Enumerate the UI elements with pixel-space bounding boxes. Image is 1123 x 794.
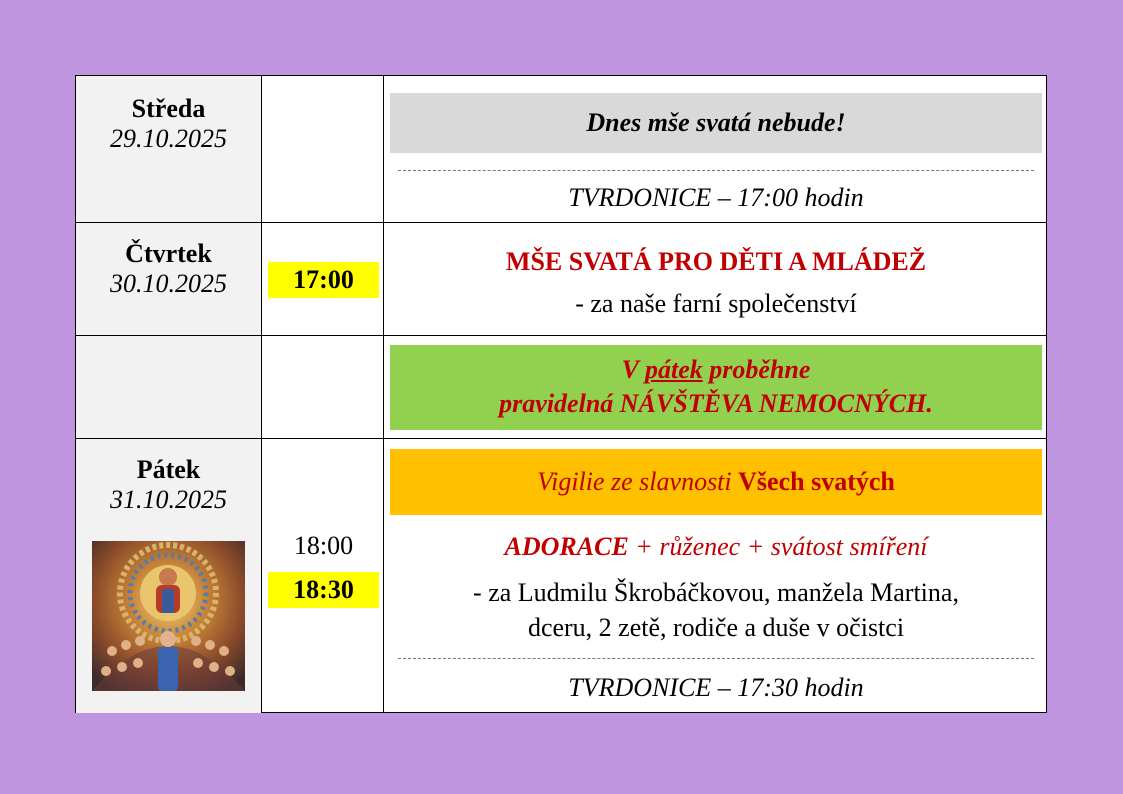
announcement-band [390,345,1042,430]
day-cell-thursday [76,223,261,335]
announcement-text: proběhne [702,355,811,384]
day-name: Středa [131,94,206,123]
announcement-line2: pravidelná NÁVŠTĚVA NEMOCNÝCH. [499,389,933,418]
adoration-details: + růženec + svátost smíření [628,532,928,561]
row-divider [76,438,1046,439]
vigil-feast: Všech svatých [738,467,895,496]
day-cell-empty [76,336,261,438]
adoration-time: 18:00 [293,531,354,560]
mass-title: MŠE SVATÁ PRO DĚTI A MLÁDEŽ [505,247,927,276]
row-divider [76,335,1046,336]
day-name: Pátek [136,455,201,484]
vigil-band [390,449,1042,515]
adoration-line [384,532,1048,562]
dashed-separator [398,658,1034,659]
day-cell-wednesday [76,76,261,222]
day-date: 29.10.2025 [110,124,227,153]
place-text: TVRDONICE – 17:00 hodin [568,183,864,212]
mass-time: 17:00 [268,262,379,298]
day-date: 30.10.2025 [110,269,227,298]
adoration-title: ADORACE [504,532,629,561]
announcement-emphasis: pátek [644,355,703,384]
announcement-text: V [621,355,645,384]
notice-band: Dnes mše svatá nebude! [390,93,1042,153]
mass-intention: - za Ludmilu Škrobáčkovou, manžela Martina, [473,578,959,607]
mass-time: 18:30 [268,572,379,608]
mass-intention: dceru, 2 zetě, rodiče a duše v očistci [527,613,905,642]
column-divider [261,76,262,712]
day-date: 31.10.2025 [110,485,227,514]
day-name: Čtvrtek [125,239,212,268]
mass-intention: - za naše farní společenství [575,289,857,318]
place-text: TVRDONICE – 17:30 hodin [568,673,864,702]
vigil-text: Vigilie ze slavnosti [537,467,739,496]
dashed-separator [398,170,1034,171]
row-divider [76,222,1046,223]
all-saints-icon [92,541,245,691]
schedule-table [75,75,1047,713]
